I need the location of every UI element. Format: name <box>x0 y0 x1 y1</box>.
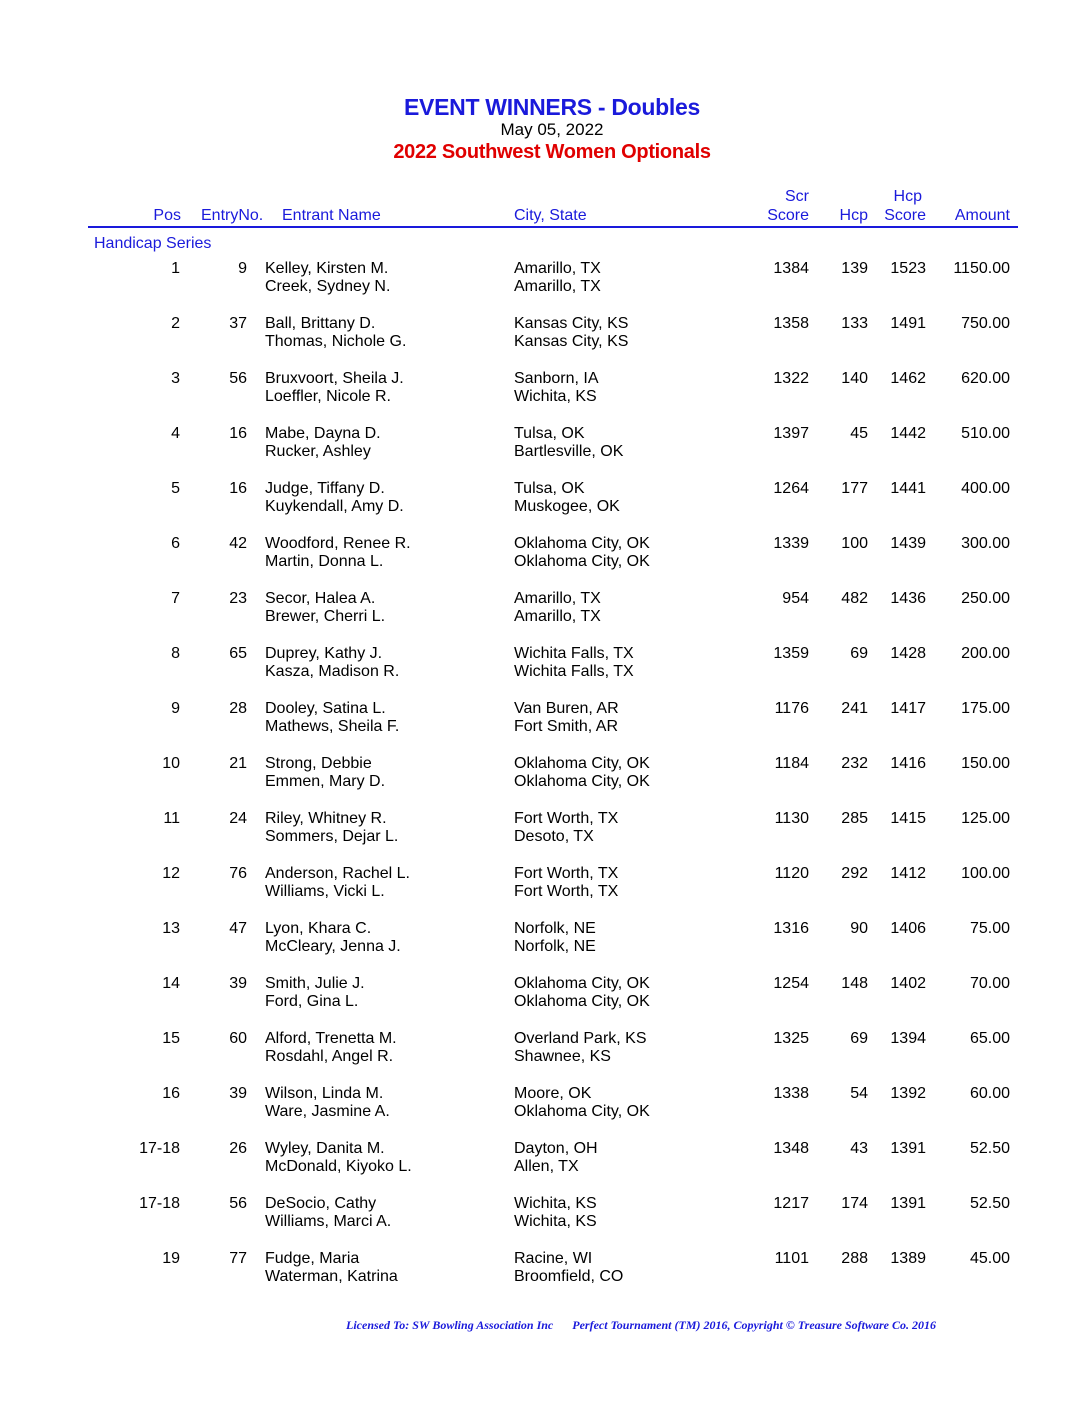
handicap-cell: 174 <box>841 1195 868 1212</box>
entrant-name: Williams, Vicki L. <box>265 883 385 900</box>
city-state: Overland Park, KS <box>514 1030 647 1047</box>
city-state: Muskogee, OK <box>514 498 620 515</box>
city-state: Oklahoma City, OK <box>514 553 650 570</box>
handicap-cell: 288 <box>841 1250 868 1267</box>
header-divider <box>88 226 1018 228</box>
entrant-names-cell <box>265 975 365 1011</box>
scratch-score-cell: 1358 <box>773 315 809 332</box>
entrant-name: Brewer, Cherri L. <box>265 608 386 625</box>
table-row <box>0 1195 1088 1250</box>
table-row <box>0 260 1088 315</box>
city-state: Moore, OK <box>514 1085 592 1102</box>
city-state-cell <box>514 260 601 296</box>
entrant-name: Waterman, Katrina <box>265 1268 398 1285</box>
entrant-name: Strong, Debbie <box>265 755 372 772</box>
city-state-cell <box>514 1250 623 1286</box>
entrant-names-cell <box>265 755 385 791</box>
city-state: Oklahoma City, OK <box>514 993 650 1010</box>
city-state: Broomfield, CO <box>514 1268 624 1285</box>
entrant-name: Anderson, Rachel L. <box>265 865 410 882</box>
scratch-score-cell: 1176 <box>774 700 809 717</box>
entrant-name: Judge, Tiffany D. <box>265 480 385 497</box>
results-table <box>0 260 1088 1305</box>
table-row <box>0 370 1088 425</box>
entry-number-cell: 39 <box>229 1085 247 1102</box>
entry-number-cell: 9 <box>238 260 247 277</box>
entrant-name: Duprey, Kathy J. <box>265 645 383 662</box>
table-row <box>0 975 1088 1030</box>
handicap-score-cell: 1391 <box>890 1140 926 1157</box>
entrant-names-cell <box>265 370 404 406</box>
position-cell: 9 <box>171 700 180 717</box>
city-state: Amarillo, TX <box>514 608 601 625</box>
table-row <box>0 425 1088 480</box>
entrant-names-cell <box>265 810 398 846</box>
scratch-score-cell: 1322 <box>773 370 809 387</box>
entry-number-cell: 16 <box>229 425 247 442</box>
entrant-name: Riley, Whitney R. <box>265 810 387 827</box>
city-state-cell <box>514 425 623 461</box>
scratch-score-cell: 1130 <box>774 810 809 827</box>
position-cell: 6 <box>171 535 180 552</box>
amount-cell: 52.50 <box>969 1195 1010 1212</box>
city-state: Fort Smith, AR <box>514 718 619 735</box>
scratch-score-cell: 954 <box>782 590 809 607</box>
city-state-cell <box>514 865 618 901</box>
table-row <box>0 480 1088 535</box>
city-state: Kansas City, KS <box>514 315 629 332</box>
header-hcp-score: Score <box>884 207 926 224</box>
city-state-cell <box>514 975 650 1011</box>
city-state-cell <box>514 370 599 406</box>
city-state: Oklahoma City, OK <box>514 535 650 552</box>
position-cell: 8 <box>171 645 180 662</box>
entrant-name: Rucker, Ashley <box>265 443 371 460</box>
city-state: Fort Worth, TX <box>514 865 619 882</box>
city-state: Sanborn, IA <box>514 370 599 387</box>
entrant-name: Fudge, Maria <box>265 1250 360 1267</box>
entrant-name: Rosdahl, Angel R. <box>265 1048 394 1065</box>
position-cell: 17-18 <box>139 1195 180 1212</box>
city-state: Oklahoma City, OK <box>514 975 650 992</box>
position-cell: 12 <box>162 865 180 882</box>
entry-number-cell: 23 <box>229 590 247 607</box>
position-cell: 11 <box>163 810 180 827</box>
handicap-cell: 177 <box>841 480 868 497</box>
entrant-name: Alford, Trenetta M. <box>265 1030 397 1047</box>
scratch-score-cell: 1397 <box>773 425 809 442</box>
entrant-name: Ware, Jasmine A. <box>265 1103 390 1120</box>
amount-cell: 45.00 <box>969 1250 1010 1267</box>
scratch-score-cell: 1338 <box>773 1085 809 1102</box>
entrant-names-cell <box>265 590 385 626</box>
amount-cell: 250.00 <box>961 590 1010 607</box>
city-state-cell <box>514 755 650 791</box>
entrant-name: Creek, Sydney N. <box>265 278 391 295</box>
table-row <box>0 590 1088 645</box>
entrant-name: Secor, Halea A. <box>265 590 376 607</box>
handicap-score-cell: 1416 <box>890 755 926 772</box>
entrant-name: DeSocio, Cathy <box>265 1195 377 1212</box>
footer <box>346 1318 952 1333</box>
amount-cell: 60.00 <box>969 1085 1010 1102</box>
city-state: Amarillo, TX <box>514 260 601 277</box>
city-state: Wichita Falls, TX <box>514 663 634 680</box>
handicap-score-cell: 1442 <box>890 425 926 442</box>
entrant-names-cell <box>265 1250 398 1286</box>
entrant-name: Kelley, Kirsten M. <box>265 260 389 277</box>
entry-number-cell: 56 <box>229 1195 247 1212</box>
handicap-cell: 54 <box>850 1085 868 1102</box>
handicap-cell: 292 <box>841 865 868 882</box>
scratch-score-cell: 1316 <box>773 920 809 937</box>
city-state-cell <box>514 1140 598 1176</box>
position-cell: 15 <box>162 1030 180 1047</box>
entrant-names-cell <box>265 1085 390 1121</box>
scratch-score-cell: 1254 <box>773 975 809 992</box>
tournament-name: 2022 Southwest Women Optionals <box>393 141 711 163</box>
handicap-score-cell: 1406 <box>890 920 926 937</box>
header-pos: Pos <box>153 207 181 224</box>
scratch-score-cell: 1101 <box>774 1250 809 1267</box>
scratch-score-cell: 1120 <box>774 865 809 882</box>
amount-cell: 70.00 <box>969 975 1010 992</box>
handicap-score-cell: 1417 <box>890 700 926 717</box>
entrant-names-cell <box>265 865 410 901</box>
handicap-cell: 100 <box>841 535 868 552</box>
entrant-name: Ball, Brittany D. <box>265 315 376 332</box>
handicap-cell: 45 <box>850 425 868 442</box>
entry-number-cell: 76 <box>229 865 247 882</box>
scratch-score-cell: 1264 <box>773 480 809 497</box>
page-title: EVENT WINNERS - Doubles <box>404 94 700 120</box>
table-row <box>0 810 1088 865</box>
position-cell: 10 <box>162 755 180 772</box>
city-state-cell <box>514 1195 597 1231</box>
city-state: Oklahoma City, OK <box>514 755 650 772</box>
scratch-score-cell: 1339 <box>773 535 809 552</box>
amount-cell: 1150.00 <box>953 260 1010 277</box>
entrant-names-cell <box>265 1030 397 1066</box>
entrant-name: McDonald, Kiyoko L. <box>265 1158 412 1175</box>
entrant-names-cell <box>265 1195 391 1231</box>
entrant-name: Emmen, Mary D. <box>265 773 386 790</box>
entrant-names-cell <box>265 535 411 571</box>
header-amount: Amount <box>954 207 1010 224</box>
handicap-cell: 43 <box>850 1140 868 1157</box>
entrant-name: Loeffler, Nicole R. <box>265 388 391 405</box>
entrant-names-cell <box>265 1140 412 1176</box>
position-cell: 5 <box>171 480 180 497</box>
handicap-cell: 285 <box>841 810 868 827</box>
entrant-names-cell <box>265 315 406 351</box>
city-state: Tulsa, OK <box>514 425 585 442</box>
entrant-name: Wyley, Danita M. <box>265 1140 385 1157</box>
entry-number-cell: 60 <box>229 1030 247 1047</box>
entry-number-cell: 16 <box>229 480 247 497</box>
position-cell: 7 <box>171 590 180 607</box>
city-state: Fort Worth, TX <box>514 883 619 900</box>
handicap-score-cell: 1436 <box>890 590 926 607</box>
scratch-score-cell: 1217 <box>773 1195 809 1212</box>
entrant-name: Lyon, Khara C. <box>265 920 372 937</box>
event-date: May 05, 2022 <box>500 120 604 139</box>
city-state: Tulsa, OK <box>514 480 585 497</box>
table-row <box>0 755 1088 810</box>
entry-number-cell: 47 <box>229 920 247 937</box>
amount-cell: 750.00 <box>961 315 1010 332</box>
entrant-name: Ford, Gina L. <box>265 993 359 1010</box>
city-state-cell <box>514 315 628 351</box>
scratch-score-cell: 1325 <box>773 1030 809 1047</box>
entrant-name: Thomas, Nichole G. <box>265 333 407 350</box>
entrant-name: Dooley, Satina L. <box>265 700 386 717</box>
header-hcp: Hcp <box>839 207 868 224</box>
table-row <box>0 1085 1088 1140</box>
city-state: Shawnee, KS <box>514 1048 611 1065</box>
amount-cell: 175.00 <box>961 700 1010 717</box>
handicap-cell: 148 <box>841 975 868 992</box>
handicap-cell: 133 <box>841 315 868 332</box>
amount-cell: 65.00 <box>969 1030 1010 1047</box>
entrant-name: Wilson, Linda M. <box>265 1085 384 1102</box>
city-state: Van Buren, AR <box>514 700 619 717</box>
entrant-name: Woodford, Renee R. <box>265 535 411 552</box>
scratch-score-cell: 1359 <box>773 645 809 662</box>
amount-cell: 400.00 <box>961 480 1010 497</box>
handicap-score-cell: 1441 <box>890 480 926 497</box>
scratch-score-cell: 1384 <box>773 260 809 277</box>
amount-cell: 620.00 <box>961 370 1010 387</box>
entrant-names-cell <box>265 260 390 296</box>
city-state: Fort Worth, TX <box>514 810 619 827</box>
entrant-name: Mathews, Sheila F. <box>265 718 400 735</box>
city-state-cell <box>514 810 618 846</box>
handicap-cell: 139 <box>841 260 868 277</box>
handicap-score-cell: 1389 <box>890 1250 926 1267</box>
position-cell: 4 <box>171 425 180 442</box>
city-state: Oklahoma City, OK <box>514 773 650 790</box>
entry-number-cell: 21 <box>229 755 247 772</box>
handicap-cell: 69 <box>850 1030 868 1047</box>
entry-number-cell: 65 <box>229 645 247 662</box>
position-cell: 1 <box>171 260 180 277</box>
entry-number-cell: 28 <box>229 700 247 717</box>
entrant-name: Kuykendall, Amy D. <box>265 498 404 515</box>
entrant-names-cell <box>265 700 399 736</box>
entry-number-cell: 77 <box>229 1250 247 1267</box>
entrant-name: Williams, Marci A. <box>265 1213 392 1230</box>
position-cell: 14 <box>162 975 180 992</box>
amount-cell: 100.00 <box>961 865 1010 882</box>
handicap-score-cell: 1412 <box>890 865 926 882</box>
amount-cell: 52.50 <box>969 1140 1010 1157</box>
handicap-score-cell: 1523 <box>890 260 926 277</box>
position-cell: 17-18 <box>139 1140 180 1157</box>
table-row <box>0 1030 1088 1085</box>
scratch-score-cell: 1184 <box>774 755 809 772</box>
header-entry-no: EntryNo. <box>201 207 264 224</box>
city-state: Racine, WI <box>514 1250 593 1267</box>
city-state: Wichita Falls, TX <box>514 645 634 662</box>
position-cell: 13 <box>162 920 180 937</box>
city-state: Dayton, OH <box>514 1140 598 1157</box>
city-state-cell <box>514 700 619 736</box>
entry-number-cell: 39 <box>229 975 247 992</box>
city-state-cell <box>514 480 620 516</box>
entrant-name: Mabe, Dayna D. <box>265 425 381 442</box>
entrant-name: Martin, Donna L. <box>265 553 384 570</box>
handicap-cell: 232 <box>841 755 868 772</box>
header-hcp-score-top: Hcp <box>893 188 922 205</box>
section-label: Handicap Series <box>94 235 212 252</box>
entry-number-cell: 37 <box>229 315 247 332</box>
entrant-names-cell <box>265 425 381 461</box>
handicap-cell: 90 <box>850 920 868 937</box>
city-state: Amarillo, TX <box>514 278 601 295</box>
handicap-score-cell: 1394 <box>890 1030 926 1047</box>
table-row <box>0 1250 1088 1305</box>
amount-cell: 200.00 <box>961 645 1010 662</box>
city-state: Norfolk, NE <box>514 920 596 937</box>
city-state: Wichita, KS <box>514 388 597 405</box>
handicap-score-cell: 1439 <box>890 535 926 552</box>
entry-number-cell: 42 <box>229 535 247 552</box>
entrant-name: Sommers, Dejar L. <box>265 828 399 845</box>
handicap-cell: 482 <box>841 590 868 607</box>
amount-cell: 300.00 <box>961 535 1010 552</box>
city-state: Wichita, KS <box>514 1213 597 1230</box>
handicap-score-cell: 1402 <box>890 975 926 992</box>
amount-cell: 150.00 <box>961 755 1010 772</box>
table-row <box>0 1140 1088 1195</box>
city-state-cell <box>514 920 596 956</box>
header-scr-score: Score <box>767 207 809 224</box>
entrant-name: McCleary, Jenna J. <box>265 938 401 955</box>
scratch-score-cell: 1348 <box>773 1140 809 1157</box>
handicap-score-cell: 1428 <box>890 645 926 662</box>
city-state: Oklahoma City, OK <box>514 1103 650 1120</box>
city-state-cell <box>514 1030 647 1066</box>
city-state-cell <box>514 1085 650 1121</box>
license-text: Licensed To: SW Bowling Association Inc <box>346 1318 554 1332</box>
city-state-cell <box>514 590 601 626</box>
handicap-score-cell: 1392 <box>890 1085 926 1102</box>
copyright-text: Perfect Tournament (TM) 2016, Copyright © Treasure Software Co. 2016 <box>572 1318 937 1332</box>
city-state: Kansas City, KS <box>514 333 629 350</box>
handicap-cell: 69 <box>850 645 868 662</box>
position-cell: 19 <box>162 1250 180 1267</box>
city-state-cell <box>514 535 650 571</box>
position-cell: 2 <box>171 315 180 332</box>
handicap-score-cell: 1491 <box>890 315 926 332</box>
handicap-cell: 241 <box>841 700 868 717</box>
position-cell: 16 <box>162 1085 180 1102</box>
entry-number-cell: 24 <box>229 810 247 827</box>
amount-cell: 510.00 <box>961 425 1010 442</box>
entry-number-cell: 26 <box>229 1140 247 1157</box>
city-state: Norfolk, NE <box>514 938 596 955</box>
position-cell: 3 <box>171 370 180 387</box>
handicap-score-cell: 1415 <box>890 810 926 827</box>
handicap-score-cell: 1391 <box>890 1195 926 1212</box>
city-state-cell <box>514 645 634 681</box>
city-state: Allen, TX <box>514 1158 579 1175</box>
city-state: Desoto, TX <box>514 828 594 845</box>
entry-number-cell: 56 <box>229 370 247 387</box>
handicap-score-cell: 1462 <box>890 370 926 387</box>
entrant-name: Kasza, Madison R. <box>265 663 400 680</box>
table-row <box>0 700 1088 755</box>
header-city-state: City, State <box>514 207 587 224</box>
entrant-names-cell <box>265 480 404 516</box>
handicap-cell: 140 <box>841 370 868 387</box>
table-row <box>0 645 1088 700</box>
table-row <box>0 865 1088 920</box>
table-row <box>0 920 1088 975</box>
city-state: Wichita, KS <box>514 1195 597 1212</box>
amount-cell: 75.00 <box>969 920 1010 937</box>
entrant-name: Bruxvoort, Sheila J. <box>265 370 404 387</box>
table-row <box>0 315 1088 370</box>
entrant-name: Smith, Julie J. <box>265 975 365 992</box>
header-entrant-name: Entrant Name <box>282 207 381 224</box>
entrant-names-cell <box>265 920 401 956</box>
entrant-names-cell <box>265 645 399 681</box>
table-row <box>0 535 1088 590</box>
city-state: Bartlesville, OK <box>514 443 624 460</box>
city-state: Amarillo, TX <box>514 590 601 607</box>
header-scr-top: Scr <box>785 188 809 205</box>
amount-cell: 125.00 <box>961 810 1010 827</box>
